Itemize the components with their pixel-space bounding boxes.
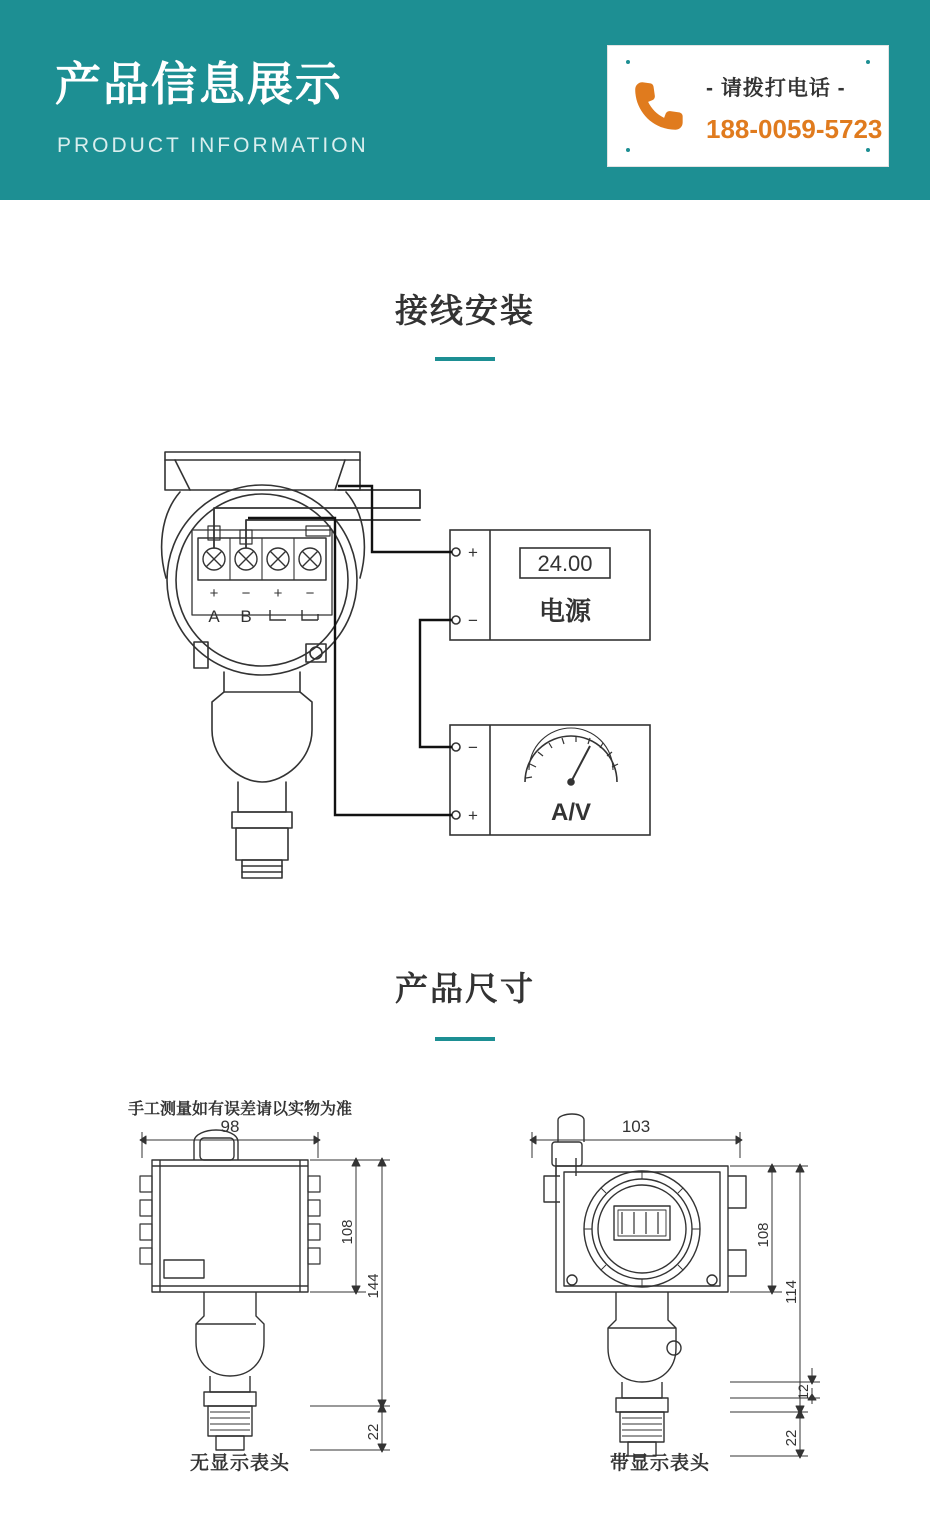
dim-right-thread: 22 bbox=[783, 1429, 800, 1447]
dimension-drawings bbox=[60, 1080, 870, 1480]
power-supply-label: 电源 bbox=[538, 596, 592, 626]
terminal-sign: + bbox=[209, 585, 219, 602]
terminal-sign: + bbox=[273, 585, 283, 602]
dim-right-width: 103 bbox=[621, 1117, 651, 1136]
terminal-sign: − bbox=[241, 585, 251, 602]
caption-with-display: 带显示表头 bbox=[609, 1453, 710, 1474]
power-display-value: 24.00 bbox=[537, 551, 593, 576]
power-plus-label: + bbox=[468, 543, 478, 562]
phone-callout bbox=[608, 46, 888, 166]
meter-plus-label: + bbox=[468, 806, 478, 825]
dim-right-total-height: 114 bbox=[783, 1280, 800, 1304]
dim-left-inner-height: 108 bbox=[339, 1219, 356, 1245]
dim-right-inner-height: 108 bbox=[755, 1222, 772, 1248]
terminal-sign: − bbox=[305, 585, 315, 602]
caption-no-display: 无显示表头 bbox=[189, 1453, 290, 1474]
meter-label: A/V bbox=[550, 799, 592, 826]
dim-left-total-height: 144 bbox=[365, 1273, 382, 1299]
corner-dot-icon bbox=[626, 148, 630, 152]
dim-left-thread: 22 bbox=[365, 1423, 382, 1441]
power-minus-label: − bbox=[468, 611, 478, 630]
corner-dot-icon bbox=[866, 60, 870, 64]
telephone-icon bbox=[628, 74, 694, 140]
measurement-note: 手工测量如有误差请以实物为准 bbox=[127, 1101, 352, 1118]
page-header bbox=[0, 0, 930, 200]
dim-left-width: 98 bbox=[220, 1117, 240, 1136]
section-title-wiring: 接线安装 bbox=[395, 291, 535, 330]
section-title-dimensions: 产品尺寸 bbox=[395, 969, 535, 1008]
meter-minus-label: − bbox=[468, 738, 478, 757]
terminal-label: B bbox=[240, 607, 252, 626]
dim-right-neck: 12 bbox=[795, 1384, 811, 1400]
section-divider bbox=[435, 357, 495, 361]
terminal-label: A bbox=[208, 607, 220, 626]
wiring-diagram bbox=[120, 430, 820, 930]
corner-dot-icon bbox=[866, 148, 870, 152]
section-divider bbox=[435, 1037, 495, 1041]
corner-dot-icon bbox=[626, 60, 630, 64]
page-title: 产品信息展示 bbox=[55, 57, 343, 111]
page-subtitle: PRODUCT INFORMATION bbox=[57, 134, 369, 157]
phone-call-label: - 请拨打电话 - bbox=[706, 77, 846, 100]
phone-number[interactable]: 188-0059-5723 bbox=[706, 114, 883, 144]
